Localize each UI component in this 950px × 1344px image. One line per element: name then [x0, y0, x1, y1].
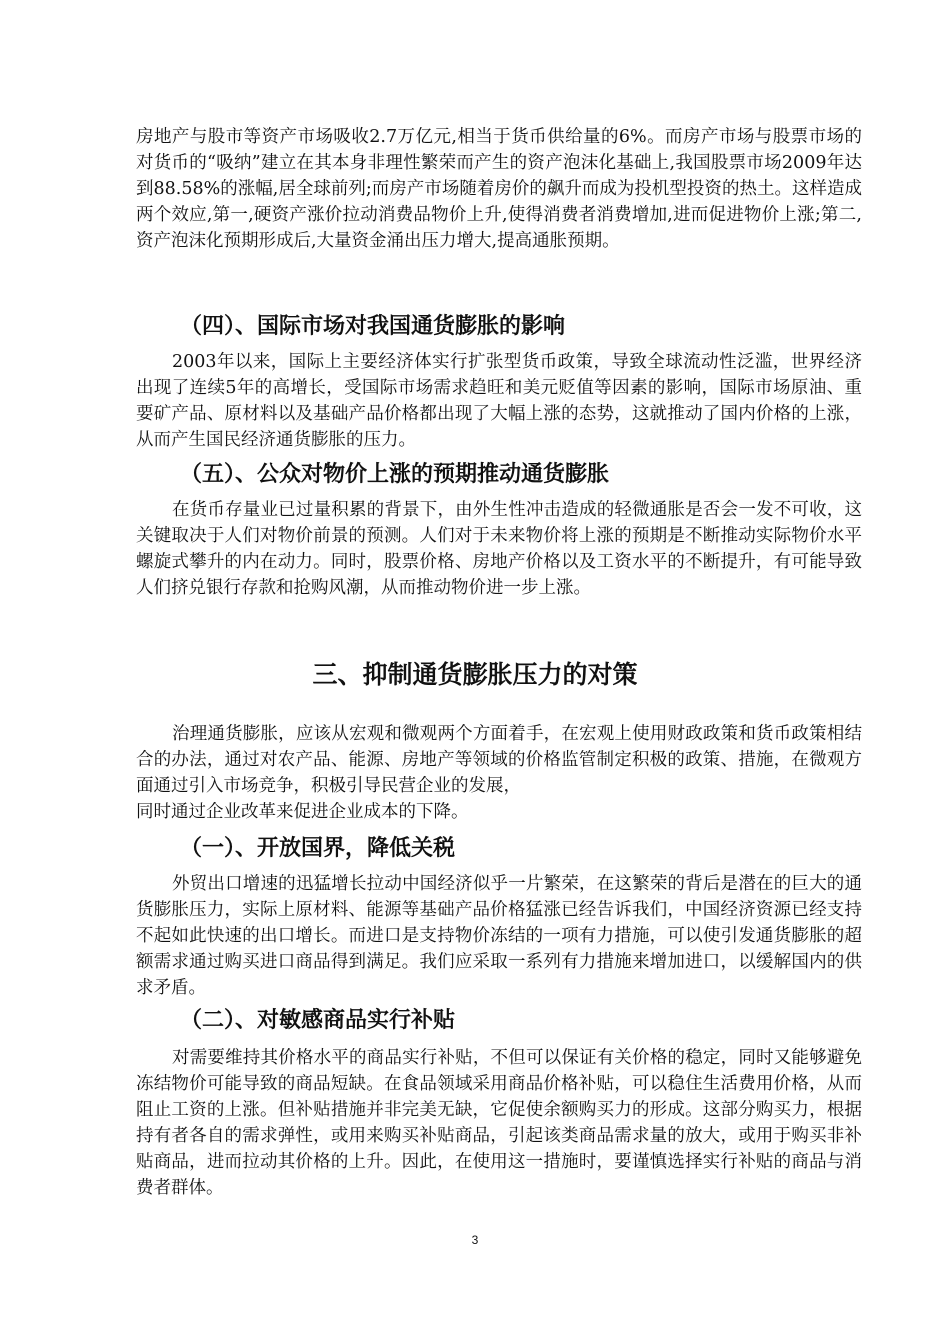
- paragraph-subsidies: 对需要维持其价格水平的商品实行补贴，不但可以保证有关价格的稳定，同时又能够避免冻结物价可能导致的商品短缺。在食品领域采用商品价格补贴，可以稳住生活费用价格，从而阻止工资的上涨。但补贴措施并非完美无缺，它促使余额购买力的形成。这部分购买力，根据持有者各自的需求弹性，或用来购买补贴商品，引起该类商品需求量的放大，或用于购买非补贴商品，进而拉动其价格的上升。因此，在使用这一措施时，要谨慎选择实行补贴的商品与消费者群体。: [136, 1048, 862, 1198]
- paragraph-public-expectation: 在货币存量业已过量积累的背景下，由外生性冲击造成的轻微通胀是否会一发不可收，这关键取决于人们对物价前景的预测。人们对于未来物价将上涨的预期是不断推动实际物价水平螺旋式攀升的内在动力。同时，股票价格、房地产价格以及工资水平的不断提升，有可能导致人们挤兑银行存款和抢购风潮，从而推动物价进一步上涨。: [136, 500, 862, 598]
- page-number: 3: [471, 1233, 479, 1247]
- paragraph-asset-market: 房地产与股市等资产市场吸收2.7万亿元,相当于货币供给量的6%。而房产市场与股票市场的对货币的“吸纳”建立在其本身非理性繁荣而产生的资产泡沫化基础上,我国股票市场2009年达到88.58%的涨幅,居全球前列;而房产市场随着房价的飙升而成为投机型投资的热土。这样造成两个效应,第一,硬资产涨价拉动消费品物价上升,使得消费者消费增加,进而促进物价上涨;第二,资产泡沫化预期形成后,大量资金涌出压力增大,提高通胀预期。: [136, 127, 862, 251]
- heading-public-expectation: （五）、公众对物价上涨的预期推动通货膨胀: [180, 462, 610, 487]
- paragraph-international-market: 2003年以来，国际上主要经济体实行扩张型货币政策，导致全球流动性泛滥，世界经济出现了连续5年的高增长，受国际市场需求趋旺和美元贬值等因素的影响，国际市场原油、重要矿产品、原材料以及基础产品价格都出现了大幅上涨的态势，这就推动了国内价格的上涨，从而产生国民经济通货膨胀的压力。: [136, 352, 862, 450]
- paragraph-countermeasures-intro-end: 同时通过企业改革来促进企业成本的下降。: [136, 802, 469, 822]
- paragraph-open-borders: 外贸出口增速的迅猛增长拉动中国经济似乎一片繁荣，在这繁荣的背后是潜在的巨大的通货膨胀压力，实际上原材料、能源等基础产品价格猛涨已经告诉我们，中国经济资源已经支持不起如此快速的出口增长。而进口是支持物价冻结的一项有力措施，可以使引发通货膨胀的超额需求通过购买进口商品得到满足。我们应采取一系列有力措施来增加进口，以缓解国内的供求矛盾。: [136, 874, 862, 998]
- heading-open-borders: （一）、开放国界，降低关税: [180, 836, 456, 861]
- heading-subsidies: （二）、对敏感商品实行补贴: [180, 1008, 456, 1033]
- heading-international-market: （四）、国际市场对我国通货膨胀的影响: [180, 314, 566, 339]
- section-title-countermeasures: 三、抑制通货膨胀压力的对策: [312, 660, 638, 689]
- paragraph-countermeasures-intro: 治理通货膨胀，应该从宏观和微观两个方面着手，在宏观上使用财政政策和货币政策相结合的办法，通过对农产品、能源、房地产等领域的价格监管制定积极的政策、措施，在微观方面通过引入市场竞争，积极引导民营企业的发展，: [136, 724, 862, 796]
